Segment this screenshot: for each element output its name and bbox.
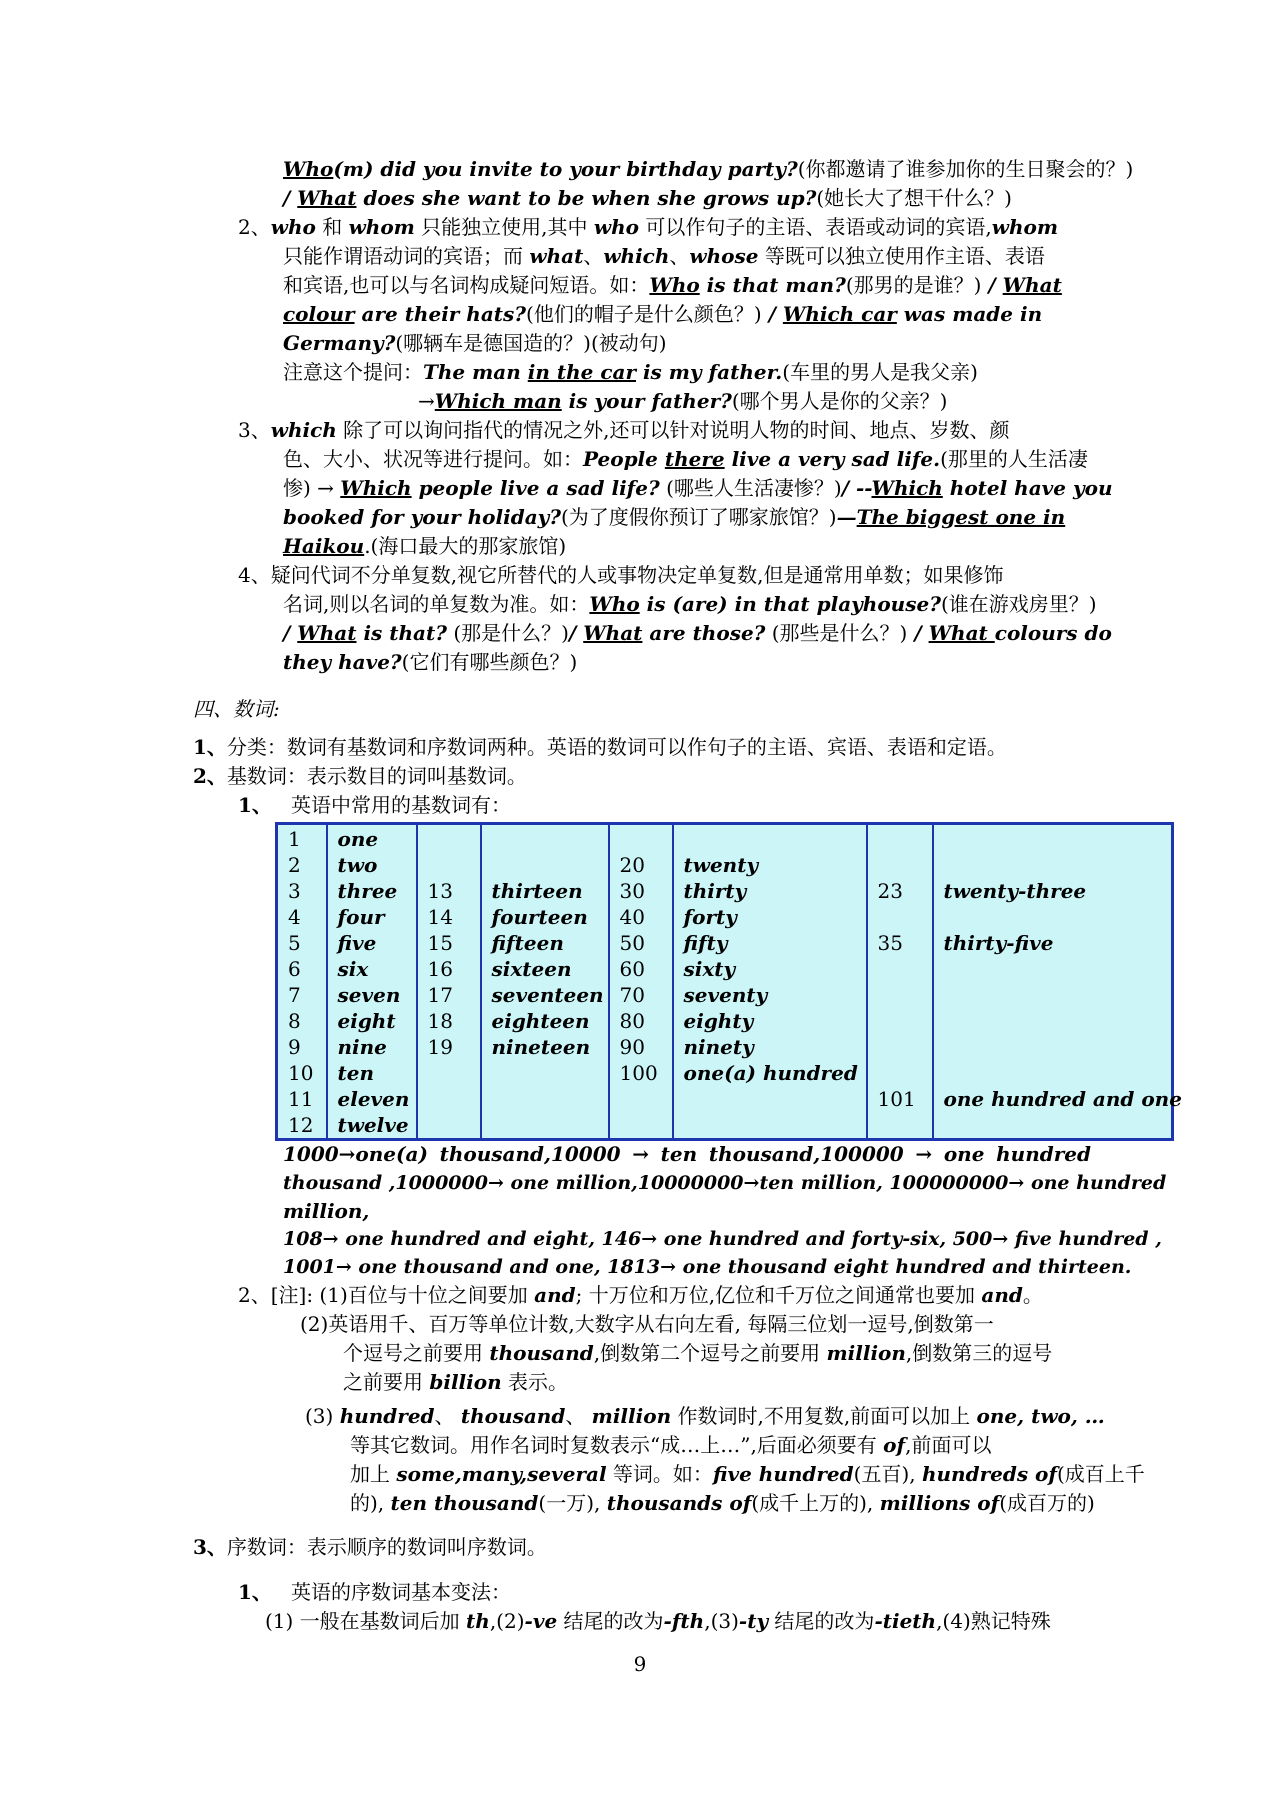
col1-words: [327, 824, 417, 1140]
note-3-line-2: 等其它数词。用作名词时复数表示“成…上…”,后面必须要有 of,前面可以: [350, 1433, 992, 1457]
table-cell: twelve: [337, 1113, 409, 1137]
note-2-line-3: 之前要用 billion 表示。: [343, 1370, 568, 1394]
table-cell: 1: [288, 827, 301, 851]
note-3-line-3: 加上 some,many,several 等词。如：five hundred(五百), hundreds of(成百上千: [350, 1462, 1145, 1486]
table-cell: seven: [337, 983, 401, 1007]
table-cell: eleven: [337, 1087, 410, 1111]
table-cell: [620, 826, 672, 852]
table-cell: 9: [288, 1035, 301, 1059]
note-2-line-1: (2)英语用千、百万等单位计数,大数字从右向左看, 每隔三位划一逗号,倒数第一: [300, 1312, 994, 1336]
table-cell: 70: [619, 983, 645, 1007]
table-cell: [428, 1112, 480, 1138]
example-who-whom: Who(m) did you invite to your birthday party?(你都邀请了谁参加你的生日聚会的？): [283, 157, 1134, 181]
table-cell: one hundred and one: [943, 1087, 1182, 1111]
table-cell: [878, 826, 932, 852]
rule-2-note: 注意这个提问：The man in the car is my father.(车里的男人是我父亲): [283, 360, 978, 384]
rule-3-line-5: Haikou.(海口最大的那家旅馆): [283, 534, 567, 558]
cardinal-numbers-table: [275, 822, 1182, 1141]
col2-words: [481, 824, 609, 1140]
table-cell: fifty: [683, 931, 728, 955]
table-cell: 18: [427, 1009, 453, 1033]
table-cell: [878, 1008, 932, 1034]
table-cell: 7: [288, 983, 301, 1007]
examples-line-1: 108→ one hundred and eight, 146→ one hundred and forty-six, 500→ five hundred ,: [283, 1228, 1162, 1250]
rule-4-line-1: 4、疑问代词不分单复数,视它所替代的人或事物决定单复数,但是通常用单数；如果修饰: [238, 563, 1004, 587]
table-cell: 13: [427, 879, 453, 903]
examples-line-2: 1001→ one thousand and one, 1813→ one thousand eight hundred and thirteen.: [283, 1256, 1132, 1278]
table-cell: thirteen: [491, 879, 583, 903]
table-cell: thirty: [683, 879, 747, 903]
table-cell: 40: [619, 905, 645, 929]
table-cell: eighteen: [491, 1009, 590, 1033]
table-cell: [492, 1060, 608, 1086]
table-cell: 5: [288, 931, 301, 955]
table-cell: ninety: [683, 1035, 754, 1059]
ordinal-rule-1: (1) 一般在基数词后加 th,(2)-ve 结尾的改为-fth,(3)-ty 结尾的改为-tieth,(4)熟记特殊: [265, 1609, 1051, 1633]
rule-3-line-1: 3、which 除了可以询问指代的情况之外,还可以针对说明人物的时间、地点、岁数、颜: [238, 418, 1010, 442]
table-cell: twenty-three: [943, 879, 1087, 903]
example-what: / What does she want to be when she grows up?(她长大了想干什么？): [283, 186, 1012, 210]
table-cell: [944, 1034, 1172, 1060]
large-numbers-line-3: million,: [283, 1199, 370, 1223]
table-cell: [428, 1086, 480, 1112]
table-cell: [684, 1112, 866, 1138]
cardinal-heading: 2、基数词：表示数目的词叫基数词。: [193, 764, 527, 788]
col2-numbers: [417, 824, 481, 1140]
table-cell: [878, 1060, 932, 1086]
table-cell: one(a) hundred: [683, 1061, 858, 1085]
table-cell: [878, 852, 932, 878]
table-cell: nine: [337, 1035, 387, 1059]
table-cell: eight: [337, 1009, 396, 1033]
numerals-classification: 1、分类：数词有基数词和序数词两种。英语的数词可以作句子的主语、宾语、表语和定语。: [193, 735, 1007, 759]
col4-numbers: [867, 824, 933, 1140]
table-cell: [620, 1086, 672, 1112]
table-cell: [492, 852, 608, 878]
table-cell: [944, 826, 1172, 852]
note-2-line-2: 个逗号之前要用 thousand,倒数第二个逗号之前要用 million,倒数第三的逗号: [343, 1341, 1053, 1365]
rule-4-line-2: 名词,则以名词的单复数为准。如：Who is (are) in that playhouse?(谁在游戏房里？): [283, 592, 1097, 616]
rule-2-line-3: 和宾语,也可以与名词构成疑问短语。如：Who is that man?(那男的是谁？) / What: [283, 273, 1062, 297]
table-cell: nineteen: [491, 1035, 591, 1059]
note-3-line-4: 的), ten thousand(一万), thousands of(成千上万的), millions of(成百万的): [350, 1491, 1095, 1515]
table-cell: five: [337, 931, 377, 955]
note-3-line-1: (3) hundred、 thousand、 million 作数词时,不用复数,前面可以加上 one, two, …: [305, 1404, 1105, 1428]
table-cell: 15: [427, 931, 453, 955]
table-cell: [878, 1034, 932, 1060]
rule-2-line-1: 2、who 和 whom 只能独立使用,其中 who 可以作句子的主语、表语或动词的宾语,whom: [238, 215, 1058, 239]
rule-2-line-2: 只能作谓语动词的宾语；而 what、which、whose 等既可以独立使用作主语、表语: [283, 244, 1045, 268]
table-cell: 90: [619, 1035, 645, 1059]
table-cell: 50: [619, 931, 645, 955]
col1-numbers: [277, 824, 327, 1140]
table-cell: [684, 1086, 866, 1112]
table-cell: 19: [427, 1035, 453, 1059]
table-cell: 17: [427, 983, 453, 1007]
note-1: 2、[注]: (1)百位与十位之间要加 and; 十万位和万位,亿位和千万位之间通常也要加 and。: [238, 1283, 1043, 1307]
table-cell: sixteen: [491, 957, 572, 981]
large-numbers-line-1: 1000→one(a) thousand,10000 → ten thousand,100000 → one hundred: [283, 1142, 1091, 1166]
table-cell: 100: [619, 1061, 658, 1085]
table-cell: [878, 904, 932, 930]
table-cell: [428, 852, 480, 878]
table-cell: [428, 826, 480, 852]
table-cell: 6: [288, 957, 301, 981]
table-cell: thirty-five: [943, 931, 1054, 955]
table-cell: twenty: [683, 853, 759, 877]
table-cell: [878, 1112, 932, 1138]
table-cell: ten: [337, 1061, 375, 1085]
table-cell: [492, 1086, 608, 1112]
table-cell: [944, 982, 1172, 1008]
rule-2-line-5: Germany?(哪辆车是德国造的？)(被动句): [283, 331, 667, 355]
table-cell: six: [337, 957, 369, 981]
table-cell: 10: [288, 1061, 314, 1085]
table-cell: 101: [877, 1087, 916, 1111]
table-cell: four: [337, 905, 385, 929]
table-cell: 30: [619, 879, 645, 903]
table-cell: [428, 1060, 480, 1086]
table-cell: [492, 826, 608, 852]
table-cell: 23: [877, 879, 903, 903]
section-heading-numerals: 四、数词:: [193, 697, 280, 721]
table-cell: 16: [427, 957, 453, 981]
table-cell: 60: [619, 957, 645, 981]
large-numbers-line-2: thousand ,1000000→ one million,10000000→ten million, 100000000→ one hundred: [283, 1172, 1167, 1194]
rule-3-line-4: booked for your holiday?(为了度假你预订了哪家旅馆？)—The biggest one in: [283, 505, 1066, 529]
table-cell: fourteen: [491, 905, 588, 929]
table-cell: three: [337, 879, 398, 903]
table-cell: 2: [288, 853, 301, 877]
table-cell: 35: [877, 931, 903, 955]
table-cell: eighty: [683, 1009, 754, 1033]
col3-numbers: [609, 824, 673, 1140]
table-cell: [944, 1112, 1172, 1138]
table-cell: 11: [288, 1087, 314, 1111]
table-cell: sixty: [683, 957, 736, 981]
rule-4-line-4: they have?(它们有哪些颜色？): [283, 650, 578, 674]
table-cell: 4: [288, 905, 301, 929]
page-number: 9: [633, 1652, 647, 1676]
table-cell: [944, 1008, 1172, 1034]
col4-words: [933, 824, 1182, 1140]
table-cell: [878, 982, 932, 1008]
table-cell: 80: [619, 1009, 645, 1033]
table-cell: [944, 852, 1172, 878]
table-cell: 14: [427, 905, 453, 929]
col3-words: [673, 824, 867, 1140]
rule-3-line-3: 惨) → Which people live a sad life? (哪些人生活凄惨？)/ --Which hotel have you: [283, 476, 1113, 500]
cardinal-common-heading: 1、 英语中常用的基数词有：: [238, 793, 511, 817]
table-cell: [684, 826, 866, 852]
table-cell: forty: [683, 905, 737, 929]
rule-3-line-2: 色、大小、状况等进行提问。如：People there live a very sad life.(那里的人生活凄: [283, 447, 1088, 471]
table-cell: 3: [288, 879, 301, 903]
table-cell: [878, 956, 932, 982]
rule-2-line-4: colour are their hats?(他们的帽子是什么颜色？) / Which car was made in: [283, 302, 1043, 326]
table-cell: [944, 904, 1172, 930]
table-cell: [620, 1112, 672, 1138]
table-cell: two: [337, 853, 378, 877]
table-cell: 12: [288, 1113, 314, 1137]
ordinal-heading: 3、序数词：表示顺序的数词叫序数词。: [193, 1535, 547, 1559]
rule-4-line-3: / What is that? (那是什么？)/ What are those? (那些是什么？) / What colours do: [283, 621, 1112, 645]
table-cell: one: [337, 827, 379, 851]
table-cell: 20: [619, 853, 645, 877]
ordinal-rules-heading: 1、 英语的序数词基本变法：: [238, 1580, 511, 1604]
table-cell: fifteen: [491, 931, 564, 955]
table-cell: [492, 1112, 608, 1138]
table-cell: seventeen: [491, 983, 604, 1007]
table-cell: [944, 1060, 1172, 1086]
table-cell: [944, 956, 1172, 982]
table-cell: seventy: [683, 983, 768, 1007]
rule-2-note-arrow: →Which man is your father?(哪个男人是你的父亲？): [418, 389, 948, 413]
table-cell: 8: [288, 1009, 301, 1033]
